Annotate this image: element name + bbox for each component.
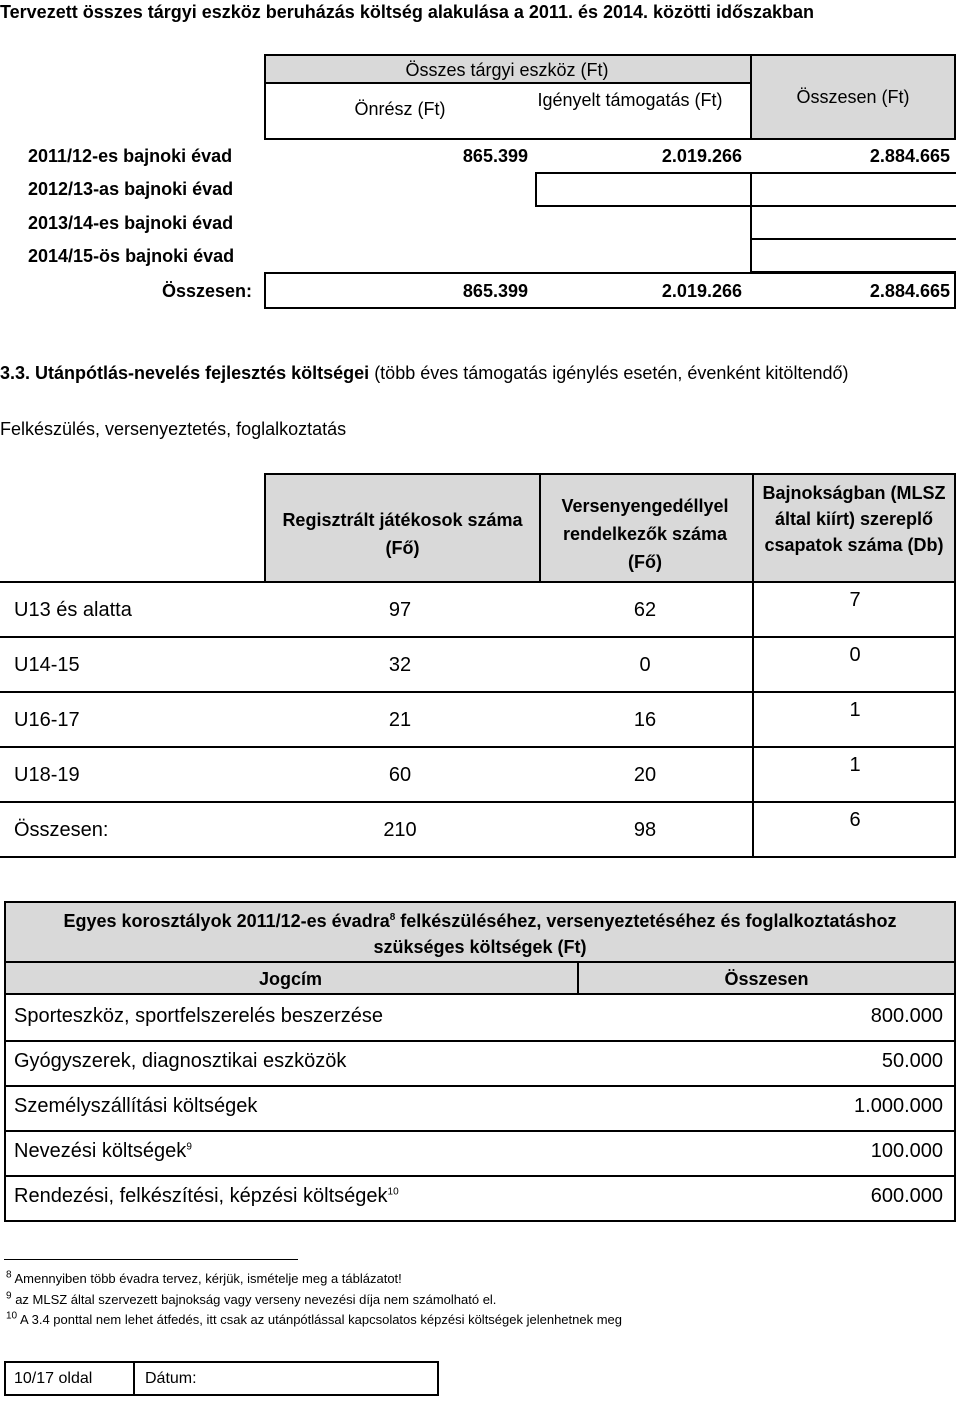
t3-col-osszesen: Összesen (724, 969, 809, 989)
t2-verseny-cell: 62 (633, 599, 657, 621)
t2-regisztralt-cell: 97 (388, 599, 412, 621)
t1-row-label: 2014/15-ös bajnoki évad (28, 246, 235, 266)
t1-col-igenyelt: Igényelt támogatás (Ft) (537, 90, 723, 110)
footnote: $^8$ Amennyiben több évadra tervez, kérjük, ismételje meg a táblázatot! (6, 1269, 402, 1286)
t1-row-label: 2013/14-es bajnoki évad (28, 213, 234, 233)
t3-row-value: 800.000 (870, 1005, 943, 1027)
page-title: Tervezett összes tárgyi eszköz beruházás költség alakulása a 2011. és 2014. közötti időszakban (0, 2, 815, 22)
footnote: $^9$ az MLSZ által szervezett bajnokság vagy verseny nevezési díja nem számolható el. (6, 1290, 497, 1307)
t1-total-label: Összesen: (161, 281, 252, 301)
t1-total-igenyelt: 2.019.266 (661, 281, 742, 301)
t2-regisztralt-cell: 21 (388, 709, 412, 731)
t3-title-line2: szükséges költségek (Ft) (373, 937, 587, 957)
t2-total-label: Összesen: (14, 819, 109, 841)
t3-row-value: 50.000 (881, 1050, 943, 1072)
section-note: (több éves támogatás igénylés esetén, évenként kitöltendő) (374, 363, 849, 383)
t2-col-verseny: Versenyengedéllyel rendelkezők száma (Fő) (561, 496, 729, 572)
t2-col-regisztralt: Regisztrált játékosok száma (Fő) (282, 510, 523, 558)
t1-col-onresz: Önrész (Ft) (354, 99, 446, 119)
t2-row-label: U18-19 (14, 764, 80, 786)
t1-col-osszesen: Összesen (Ft) (796, 87, 910, 107)
page-number: 10/17 oldal (14, 1370, 93, 1387)
t2-regisztralt-cell: 32 (388, 654, 412, 676)
t2-row-label: U14-15 (14, 654, 80, 676)
t3-row-label: Nevezési költségek$^9$ (14, 1140, 192, 1162)
t2-csapat-cell: 7 (849, 589, 861, 611)
section-heading (0, 364, 848, 382)
t1-row-label: 2011/12-es bajnoki évad (28, 146, 233, 166)
t1-osszesen-cell: 2.884.665 (869, 146, 950, 166)
t3-row-label: Rendezési, felkészítési, képzési költségek$^{10}$ (14, 1185, 399, 1207)
t1-igenyelt-cell: 2.019.266 (661, 146, 742, 166)
date-label: Dátum: (145, 1370, 197, 1387)
t2-csapat-cell: 0 (849, 644, 861, 666)
t2-row-label: U13 és alatta (14, 599, 132, 621)
t2-verseny-cell: 0 (639, 654, 651, 676)
t2-total-regisztralt: 210 (383, 819, 417, 841)
t1-total-osszesen: 2.884.665 (869, 281, 950, 301)
t1-total-onresz: 865.399 (462, 281, 528, 301)
t3-row-value: 1.000.000 (854, 1095, 943, 1117)
t2-total-csapat: 6 (849, 809, 861, 831)
section-number: 3.3. (0, 363, 31, 383)
t2-csapat-cell: 1 (849, 699, 861, 721)
t1-onresz-cell: 865.399 (462, 146, 528, 166)
t3-row-label: Sporteszköz, sportfelszerelés beszerzése (14, 1005, 384, 1027)
footnote: $^{10}$ A 3.4 ponttal nem lehet átfedés, itt csak az utánpótlással kapcsolatos képzési költségek jelenhetnek meg (6, 1310, 623, 1327)
t3-row-label: Gyógyszerek, diagnosztikai eszközök (14, 1050, 347, 1072)
t3-title (4, 912, 956, 930)
t2-verseny-cell: 16 (633, 709, 657, 731)
t3-row-label: Személyszállítási költségek (14, 1095, 258, 1117)
section-subtitle: Felkészülés, versenyeztetés, foglalkoztatás (0, 419, 347, 439)
t3-row-value: 100.000 (870, 1140, 943, 1162)
t2-total-verseny: 98 (633, 819, 657, 841)
t3-title-sup: 8 (389, 912, 396, 923)
t2-csapat-cell: 1 (849, 754, 861, 776)
t2-verseny-cell: 20 (633, 764, 657, 786)
t2-regisztralt-cell: 60 (388, 764, 412, 786)
section-title: Utánpótlás-nevelés fejlesztés költségei (35, 363, 370, 383)
t3-title-b: felkészüléséhez, versenyeztetéséhez és foglalkoztatáshoz (395, 911, 897, 931)
t3-col-jogcim: Jogcím (258, 969, 323, 989)
footnote-separator (4, 1259, 298, 1260)
t1-row-label: 2012/13-as bajnoki évad (28, 179, 234, 199)
t3-title-a: Egyes korosztályok 2011/12-es évadra (63, 911, 390, 931)
t2-row-label: U16-17 (14, 709, 80, 731)
t2-col-bajnoksag: Bajnokságban (MLSZ által kiírt) szereplő csapatok száma (Db) (762, 483, 946, 555)
t1-group-header: Összes tárgyi eszköz (Ft) (405, 60, 609, 80)
t3-row-value: 600.000 (870, 1185, 943, 1207)
